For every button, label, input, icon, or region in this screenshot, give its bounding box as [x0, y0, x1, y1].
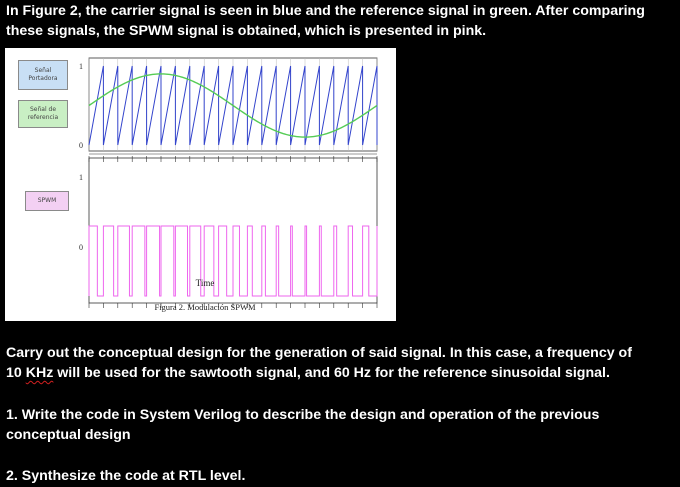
ytick-top-1: 1: [79, 62, 83, 71]
ytick-bottom-1: 1: [79, 173, 83, 182]
task-line2-unit: KHz: [25, 365, 54, 381]
intro-paragraph: In Figure 2, the carrier signal is seen in blue and the reference signal in green. After comparing these signals, the SPWM signal is obtained, which is presented in pink.: [6, 3, 645, 39]
x-axis-label: Time: [195, 278, 215, 288]
legend-spwm-text: SPWM: [37, 197, 57, 204]
task-paragraph: [6, 343, 674, 383]
task-line1: Carry out the conceptual design for the generation of said signal. In this case, a frequency of: [6, 345, 632, 361]
legend-spwm-label: [25, 191, 69, 211]
legend-reference-text: Señal de referencia: [27, 106, 59, 121]
item-1: 1. Write the code in System Verilog to describe the design and operation of the previous conceptual design: [6, 407, 600, 443]
task-line2-num: 10: [6, 365, 26, 381]
figure-caption: Figura 2. Modulación SPWM: [154, 302, 256, 312]
task-line2-rest: will be used for the sawtooth signal, and 60 Hz for the reference sinusoidal signal.: [53, 365, 610, 381]
ytick-bottom-0: 0: [79, 243, 83, 252]
ytick-top-0: 0: [79, 141, 83, 150]
item-2: 2. Synthesize the code at RTL level.: [6, 468, 246, 484]
spwm-figure: [5, 48, 396, 321]
legend-reference-label: [18, 100, 68, 128]
legend-carrier-text: Señal Portadora: [28, 67, 58, 82]
legend-carrier-label: [18, 60, 68, 90]
